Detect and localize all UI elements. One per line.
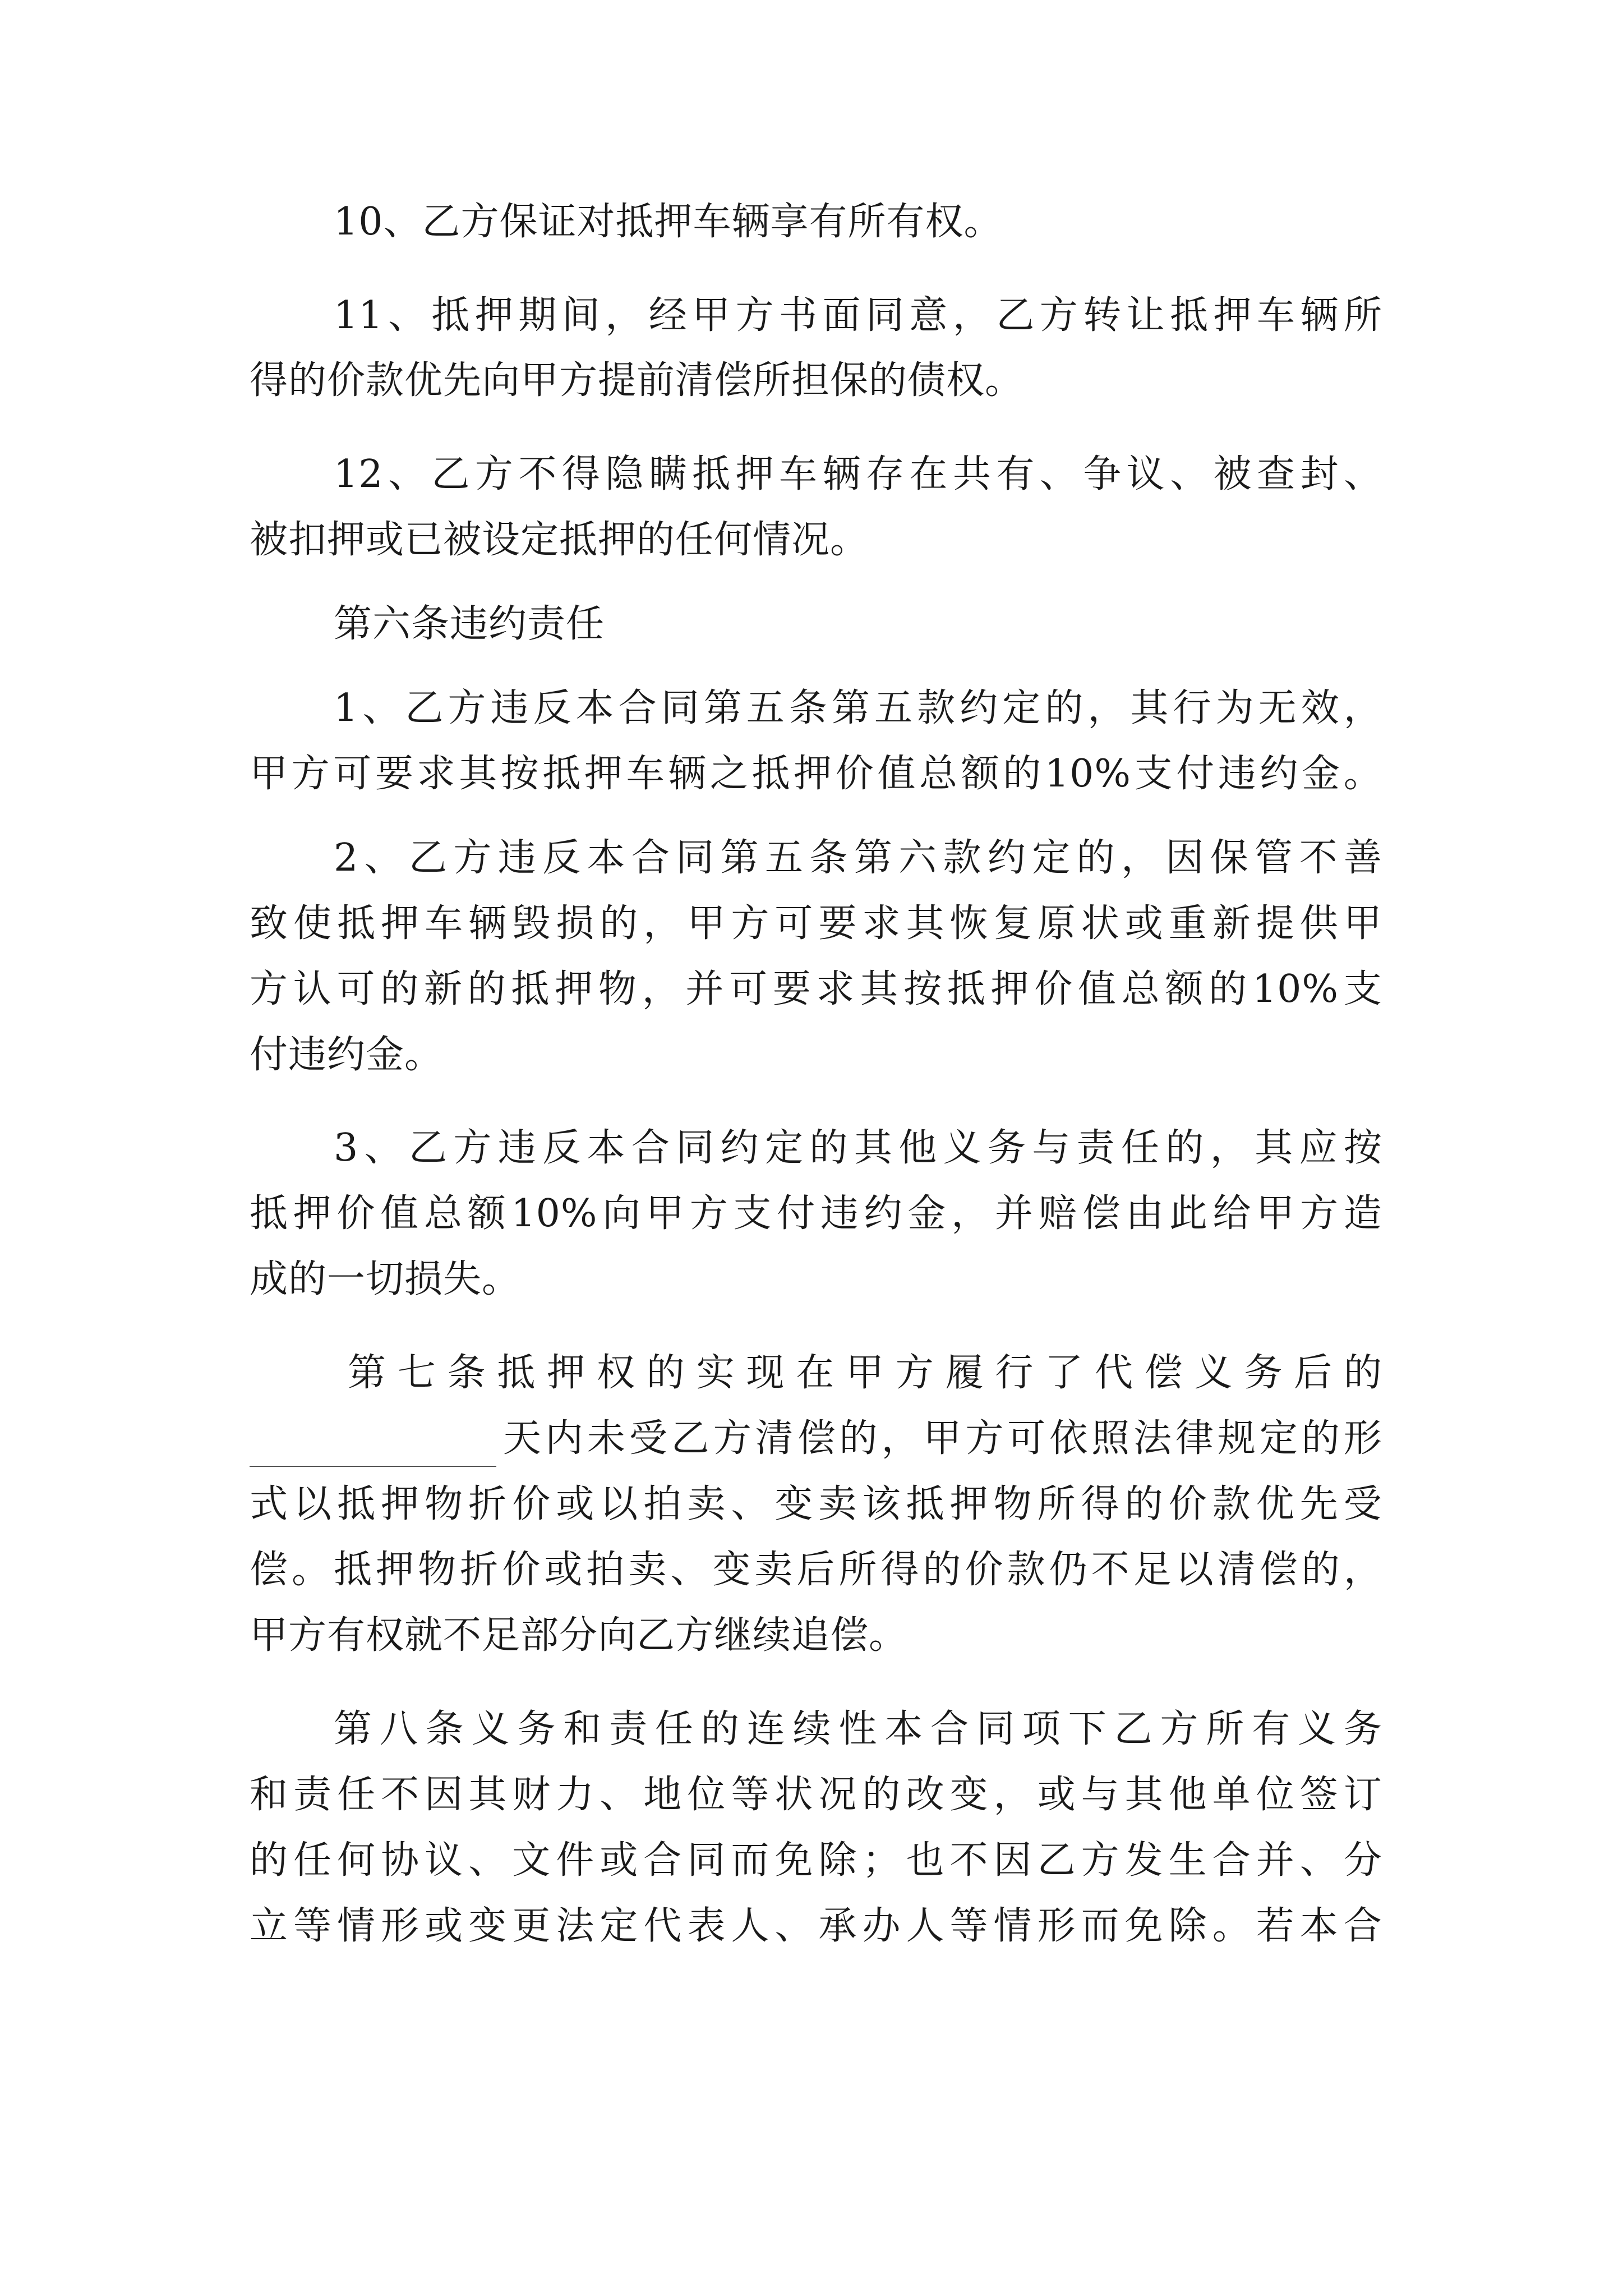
fill-in-blank[interactable] bbox=[250, 1424, 496, 1467]
section-heading: 第六条违约责任 bbox=[334, 602, 605, 646]
section-heading: 第 八 条 义 务 和 责 任 的 连 续 性 本 合 同 项 下 乙 方 所 有 义 务 bbox=[334, 1707, 1382, 1751]
text-line: 偿 。 抵 押 物 折 价 或 拍 卖 、 变 卖 后 所 得 的 价 款 仍 不 足 以 清 偿 的 ， bbox=[250, 1548, 1382, 1592]
text-line: 甲方有权就不足部分向乙方继续追偿。 bbox=[250, 1613, 908, 1658]
text-line: 抵 押 价 值 总 额 10% 向 甲 方 支 付 违 约 金 ， 并 赔 偿 由 此 给 甲 方 造 bbox=[250, 1191, 1382, 1236]
text-line: 甲 方 可 要 求 其 按 抵 押 车 辆 之 抵 押 价 值 总 额 的 10% 支 付 违 约 金 。 bbox=[250, 752, 1382, 796]
text-line: 致 使 抵 押 车 辆 毁 损 的 ， 甲 方 可 要 求 其 恢 复 原 状 或 重 新 提 供 甲 bbox=[250, 901, 1382, 946]
text-line: 付违约金。 bbox=[250, 1033, 444, 1077]
text-fragment: 天 内 未 受 乙 方 清 偿 的 ， 甲 方 可 依 照 法 律 规 定 的 形 bbox=[503, 1416, 1382, 1461]
text-line: 立 等 情 形 或 变 更 法 定 代 表 人 、 承 办 人 等 情 形 而 免 除 。 若 本 合 bbox=[250, 1904, 1382, 1948]
text-line: 方 认 可 的 新 的 抵 押 物 ， 并 可 要 求 其 按 抵 押 价 值 总 额 的 10% 支 bbox=[250, 967, 1382, 1011]
text-line: 10、乙方保证对抵押车辆享有所有权。 bbox=[334, 200, 1003, 244]
section-heading: 第 七 条 抵 押 权 的 实 现 在 甲 方 履 行 了 代 偿 义 务 后 的 bbox=[348, 1351, 1382, 1395]
text-line: 3 、 乙 方 违 反 本 合 同 约 定 的 其 他 义 务 与 责 任 的 ， 其 应 按 bbox=[334, 1126, 1382, 1170]
text-line: 成的一切损失。 bbox=[250, 1257, 521, 1301]
text-line: 11 、 抵 押 期 间 ， 经 甲 方 书 面 同 意 ， 乙 方 转 让 抵 押 车 辆 所 bbox=[334, 293, 1382, 338]
text-line: 被扣押或已被设定抵押的任何情况。 bbox=[250, 518, 869, 562]
text-line: 12 、 乙 方 不 得 隐 瞒 抵 押 车 辆 存 在 共 有 、 争 议 、 被 查 封 、 bbox=[334, 452, 1382, 496]
text-line: 的 任 何 协 议 、 文 件 或 合 同 而 免 除 ； 也 不 因 乙 方 发 生 合 并 、 分 bbox=[250, 1838, 1382, 1883]
text-line bbox=[250, 1411, 1382, 1467]
text-line: 得的价款优先向甲方提前清偿所担保的债权。 bbox=[250, 358, 1024, 403]
text-line: 1 、 乙 方 违 反 本 合 同 第 五 条 第 五 款 约 定 的 ， 其 行 为 无 效 ， bbox=[334, 686, 1382, 730]
text-line: 式 以 抵 押 物 折 价 或 以 拍 卖 、 变 卖 该 抵 押 物 所 得 的 价 款 优 先 受 bbox=[250, 1482, 1382, 1526]
text-line: 和 责 任 不 因 其 财 力 、 地 位 等 状 况 的 改 变 ， 或 与 其 他 单 位 签 订 bbox=[250, 1773, 1382, 1817]
text-line: 2 、 乙 方 违 反 本 合 同 第 五 条 第 六 款 约 定 的 ， 因 保 管 不 善 bbox=[334, 836, 1382, 880]
